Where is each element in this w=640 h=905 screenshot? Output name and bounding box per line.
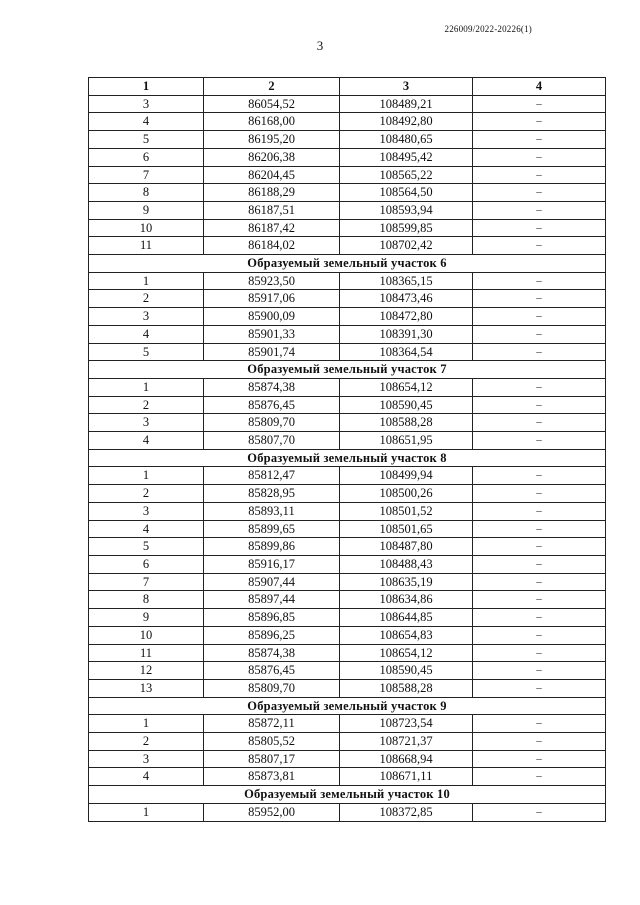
y-coordinate-cell: 108565,22 xyxy=(340,166,473,184)
y-coordinate-cell: 108654,83 xyxy=(340,626,473,644)
x-coordinate-cell: 85809,70 xyxy=(204,414,340,432)
note-cell: – xyxy=(473,95,606,113)
y-coordinate-cell: 108489,21 xyxy=(340,95,473,113)
y-coordinate-cell: 108635,19 xyxy=(340,573,473,591)
x-coordinate-cell: 86195,20 xyxy=(204,131,340,149)
table-row xyxy=(89,679,606,697)
point-number-cell: 11 xyxy=(89,237,204,255)
section-title: Образуемый земельный участок 9 xyxy=(89,697,606,715)
x-coordinate-cell: 86204,45 xyxy=(204,166,340,184)
x-coordinate-cell: 85807,70 xyxy=(204,432,340,450)
note-cell: – xyxy=(473,591,606,609)
x-coordinate-cell: 85874,38 xyxy=(204,644,340,662)
point-number-cell: 10 xyxy=(89,626,204,644)
table-row xyxy=(89,131,606,149)
table-row xyxy=(89,467,606,485)
table-row xyxy=(89,184,606,202)
y-coordinate-cell: 108723,54 xyxy=(340,715,473,733)
section-title: Образуемый земельный участок 10 xyxy=(89,786,606,804)
table-row xyxy=(89,325,606,343)
point-number-cell: 1 xyxy=(89,272,204,290)
y-coordinate-cell: 108654,12 xyxy=(340,378,473,396)
y-coordinate-cell: 108487,80 xyxy=(340,538,473,556)
x-coordinate-cell: 85901,74 xyxy=(204,343,340,361)
table-row xyxy=(89,733,606,751)
note-cell: – xyxy=(473,184,606,202)
note-cell: – xyxy=(473,715,606,733)
point-number-cell: 5 xyxy=(89,131,204,149)
x-coordinate-cell: 85828,95 xyxy=(204,485,340,503)
note-cell: – xyxy=(473,131,606,149)
y-coordinate-cell: 108472,80 xyxy=(340,308,473,326)
point-number-cell: 6 xyxy=(89,148,204,166)
table-row xyxy=(89,644,606,662)
x-coordinate-cell: 85897,44 xyxy=(204,591,340,609)
x-coordinate-cell: 85876,45 xyxy=(204,662,340,680)
y-coordinate-cell: 108500,26 xyxy=(340,485,473,503)
y-coordinate-cell: 108588,28 xyxy=(340,679,473,697)
table-row xyxy=(89,538,606,556)
section-title-row xyxy=(89,786,606,804)
y-coordinate-cell: 108564,50 xyxy=(340,184,473,202)
y-coordinate-cell: 108590,45 xyxy=(340,396,473,414)
x-coordinate-cell: 85899,86 xyxy=(204,538,340,556)
y-coordinate-cell: 108644,85 xyxy=(340,609,473,627)
note-cell: – xyxy=(473,573,606,591)
note-cell: – xyxy=(473,679,606,697)
point-number-cell: 1 xyxy=(89,715,204,733)
x-coordinate-cell: 85805,52 xyxy=(204,733,340,751)
point-number-cell: 2 xyxy=(89,485,204,503)
y-coordinate-cell: 108499,94 xyxy=(340,467,473,485)
table-row xyxy=(89,715,606,733)
point-number-cell: 5 xyxy=(89,343,204,361)
note-cell: – xyxy=(473,502,606,520)
point-number-cell: 8 xyxy=(89,184,204,202)
column-header: 2 xyxy=(204,78,340,96)
table-row xyxy=(89,396,606,414)
x-coordinate-cell: 85901,33 xyxy=(204,325,340,343)
note-cell: – xyxy=(473,538,606,556)
y-coordinate-cell: 108480,65 xyxy=(340,131,473,149)
y-coordinate-cell: 108702,42 xyxy=(340,237,473,255)
table-row xyxy=(89,201,606,219)
point-number-cell: 2 xyxy=(89,290,204,308)
y-coordinate-cell: 108668,94 xyxy=(340,750,473,768)
x-coordinate-cell: 86187,51 xyxy=(204,201,340,219)
note-cell: – xyxy=(473,626,606,644)
table-row xyxy=(89,520,606,538)
table-row xyxy=(89,573,606,591)
point-number-cell: 1 xyxy=(89,467,204,485)
x-coordinate-cell: 85917,06 xyxy=(204,290,340,308)
x-coordinate-cell: 86168,00 xyxy=(204,113,340,131)
y-coordinate-cell: 108365,15 xyxy=(340,272,473,290)
note-cell: – xyxy=(473,414,606,432)
x-coordinate-cell: 85899,65 xyxy=(204,520,340,538)
y-coordinate-cell: 108651,95 xyxy=(340,432,473,450)
x-coordinate-cell: 85896,85 xyxy=(204,609,340,627)
x-coordinate-cell: 85916,17 xyxy=(204,555,340,573)
coordinates-table xyxy=(88,77,606,822)
point-number-cell: 2 xyxy=(89,733,204,751)
note-cell: – xyxy=(473,520,606,538)
y-coordinate-cell: 108599,85 xyxy=(340,219,473,237)
page-number: 3 xyxy=(316,38,324,53)
table-row xyxy=(89,485,606,503)
table-row xyxy=(89,272,606,290)
table-row xyxy=(89,662,606,680)
note-cell: – xyxy=(473,237,606,255)
y-coordinate-cell: 108391,30 xyxy=(340,325,473,343)
point-number-cell: 8 xyxy=(89,591,204,609)
point-number-cell: 4 xyxy=(89,325,204,343)
table-row xyxy=(89,290,606,308)
y-coordinate-cell: 108588,28 xyxy=(340,414,473,432)
point-number-cell: 7 xyxy=(89,573,204,591)
table-row xyxy=(89,343,606,361)
x-coordinate-cell: 86184,02 xyxy=(204,237,340,255)
point-number-cell: 4 xyxy=(89,432,204,450)
point-number-cell: 3 xyxy=(89,95,204,113)
note-cell: – xyxy=(473,609,606,627)
table-row xyxy=(89,95,606,113)
section-title-row xyxy=(89,697,606,715)
note-cell: – xyxy=(473,148,606,166)
note-cell: – xyxy=(473,485,606,503)
point-number-cell: 9 xyxy=(89,609,204,627)
section-title: Образуемый земельный участок 8 xyxy=(89,449,606,467)
table-row xyxy=(89,502,606,520)
note-cell: – xyxy=(473,272,606,290)
x-coordinate-cell: 85923,50 xyxy=(204,272,340,290)
table-row xyxy=(89,803,606,821)
y-coordinate-cell: 108364,54 xyxy=(340,343,473,361)
table-row xyxy=(89,219,606,237)
point-number-cell: 12 xyxy=(89,662,204,680)
section-title-row xyxy=(89,361,606,379)
x-coordinate-cell: 86054,52 xyxy=(204,95,340,113)
column-header: 4 xyxy=(473,78,606,96)
point-number-cell: 10 xyxy=(89,219,204,237)
y-coordinate-cell: 108501,52 xyxy=(340,502,473,520)
table-row xyxy=(89,555,606,573)
note-cell: – xyxy=(473,432,606,450)
document-number: 226009/2022-20226(1) xyxy=(444,24,532,34)
note-cell: – xyxy=(473,378,606,396)
y-coordinate-cell: 108473,46 xyxy=(340,290,473,308)
note-cell: – xyxy=(473,768,606,786)
y-coordinate-cell: 108671,11 xyxy=(340,768,473,786)
point-number-cell: 13 xyxy=(89,679,204,697)
table-row xyxy=(89,432,606,450)
x-coordinate-cell: 85876,45 xyxy=(204,396,340,414)
point-number-cell: 3 xyxy=(89,308,204,326)
table-row xyxy=(89,768,606,786)
note-cell: – xyxy=(473,467,606,485)
y-coordinate-cell: 108492,80 xyxy=(340,113,473,131)
note-cell: – xyxy=(473,343,606,361)
x-coordinate-cell: 85893,11 xyxy=(204,502,340,520)
section-title-row xyxy=(89,255,606,273)
y-coordinate-cell: 108590,45 xyxy=(340,662,473,680)
note-cell: – xyxy=(473,803,606,821)
x-coordinate-cell: 85807,17 xyxy=(204,750,340,768)
section-title-row xyxy=(89,449,606,467)
table-row xyxy=(89,750,606,768)
x-coordinate-cell: 85907,44 xyxy=(204,573,340,591)
table-row xyxy=(89,626,606,644)
point-number-cell: 4 xyxy=(89,768,204,786)
note-cell: – xyxy=(473,166,606,184)
table-row xyxy=(89,308,606,326)
y-coordinate-cell: 108593,94 xyxy=(340,201,473,219)
note-cell: – xyxy=(473,396,606,414)
note-cell: – xyxy=(473,201,606,219)
table-row xyxy=(89,378,606,396)
x-coordinate-cell: 86187,42 xyxy=(204,219,340,237)
x-coordinate-cell: 85812,47 xyxy=(204,467,340,485)
point-number-cell: 4 xyxy=(89,520,204,538)
point-number-cell: 3 xyxy=(89,502,204,520)
x-coordinate-cell: 85900,09 xyxy=(204,308,340,326)
table-row xyxy=(89,148,606,166)
table-header-row xyxy=(89,78,606,96)
column-header: 1 xyxy=(89,78,204,96)
note-cell: – xyxy=(473,555,606,573)
table-row xyxy=(89,237,606,255)
x-coordinate-cell: 85873,81 xyxy=(204,768,340,786)
point-number-cell: 4 xyxy=(89,113,204,131)
note-cell: – xyxy=(473,733,606,751)
x-coordinate-cell: 86188,29 xyxy=(204,184,340,202)
section-title: Образуемый земельный участок 6 xyxy=(89,255,606,273)
y-coordinate-cell: 108488,43 xyxy=(340,555,473,573)
y-coordinate-cell: 108721,37 xyxy=(340,733,473,751)
y-coordinate-cell: 108372,85 xyxy=(340,803,473,821)
x-coordinate-cell: 85874,38 xyxy=(204,378,340,396)
note-cell: – xyxy=(473,308,606,326)
point-number-cell: 6 xyxy=(89,555,204,573)
table-row xyxy=(89,609,606,627)
note-cell: – xyxy=(473,662,606,680)
point-number-cell: 3 xyxy=(89,414,204,432)
table-row xyxy=(89,591,606,609)
x-coordinate-cell: 85896,25 xyxy=(204,626,340,644)
table-row xyxy=(89,414,606,432)
point-number-cell: 2 xyxy=(89,396,204,414)
y-coordinate-cell: 108634,86 xyxy=(340,591,473,609)
x-coordinate-cell: 85809,70 xyxy=(204,679,340,697)
point-number-cell: 9 xyxy=(89,201,204,219)
note-cell: – xyxy=(473,113,606,131)
note-cell: – xyxy=(473,219,606,237)
point-number-cell: 1 xyxy=(89,803,204,821)
x-coordinate-cell: 86206,38 xyxy=(204,148,340,166)
point-number-cell: 11 xyxy=(89,644,204,662)
column-header: 3 xyxy=(340,78,473,96)
table-body xyxy=(89,95,606,821)
note-cell: – xyxy=(473,325,606,343)
y-coordinate-cell: 108495,42 xyxy=(340,148,473,166)
table-row xyxy=(89,166,606,184)
point-number-cell: 3 xyxy=(89,750,204,768)
note-cell: – xyxy=(473,750,606,768)
x-coordinate-cell: 85872,11 xyxy=(204,715,340,733)
table-row xyxy=(89,113,606,131)
note-cell: – xyxy=(473,290,606,308)
note-cell: – xyxy=(473,644,606,662)
point-number-cell: 5 xyxy=(89,538,204,556)
section-title: Образуемый земельный участок 7 xyxy=(89,361,606,379)
point-number-cell: 7 xyxy=(89,166,204,184)
y-coordinate-cell: 108501,65 xyxy=(340,520,473,538)
point-number-cell: 1 xyxy=(89,378,204,396)
y-coordinate-cell: 108654,12 xyxy=(340,644,473,662)
x-coordinate-cell: 85952,00 xyxy=(204,803,340,821)
